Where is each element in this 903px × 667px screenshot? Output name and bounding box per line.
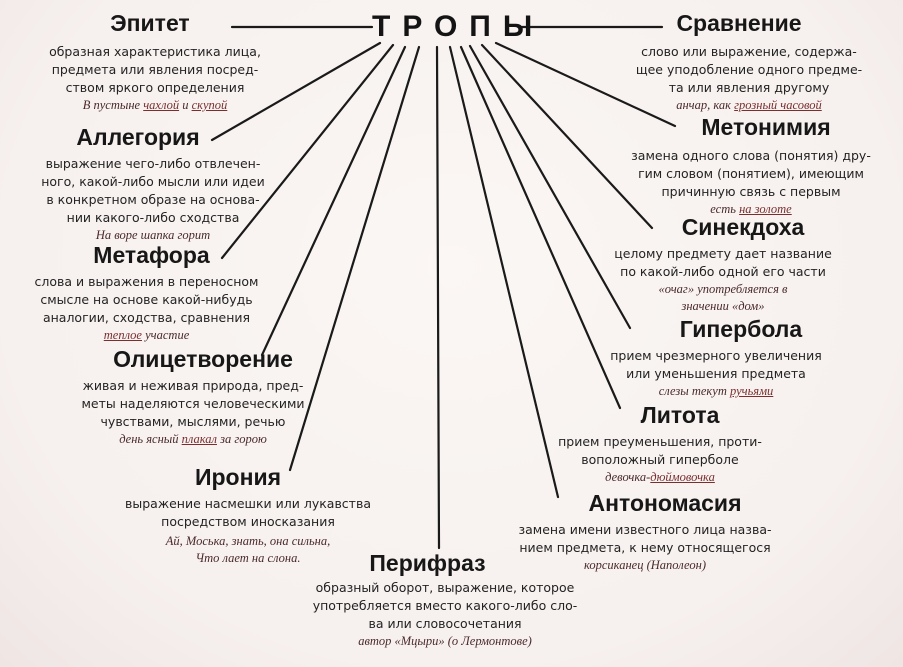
- example-periphrasis: автор «Мцыри» (о Лермонтове): [358, 634, 532, 648]
- term-antonomasia: Антономасия: [588, 490, 742, 516]
- def-metaphor: слова и выражения в переносном смысле на основе какой-нибудь аналогии, сходства, сравнения: [34, 274, 259, 325]
- term-hyperbole: Гипербола: [679, 316, 803, 342]
- def-litotes: прием преуменьшения, проти- воположный гиперболе: [558, 434, 762, 467]
- def-periphrasis: образный оборот, выражение, которое употребляется вместо какого-либо сло- ва или словосочетания: [312, 580, 578, 631]
- node-metaphor: [14, 242, 279, 344]
- node-allegory: [28, 124, 278, 244]
- def-hyperbole: прием чрезмерного увеличения или уменьшения предмета: [610, 348, 822, 381]
- term-personification: Олицетворение: [113, 346, 293, 372]
- term-irony: Ирония: [194, 464, 282, 490]
- example-hyperbole: слезы текут ручьями: [658, 384, 774, 398]
- connector-personification: [262, 47, 405, 355]
- node-antonomasia: [500, 490, 790, 574]
- example-epithet: В пустыне чахлой и скупой: [82, 98, 228, 112]
- def-allegory: выражение чего-либо отвлечен- ного, какой-либо мысли или идеи в конкретном образе на основа- нии какого-либо сходства: [41, 156, 265, 225]
- def-synecdoche: целому предмету дает название по какой-либо одной его части: [614, 246, 832, 279]
- def-epithet: образная характеристика лица, предмета или явления посред- ством яркого определения: [49, 44, 261, 95]
- example-comparison: анчар, как грозный часовой: [676, 98, 822, 112]
- diagram-title: ТРОПЫ: [372, 10, 545, 43]
- example-litotes: девочка-дюймовочка: [605, 470, 715, 484]
- term-metaphor: Метафора: [93, 242, 210, 268]
- node-personification: [68, 346, 318, 448]
- term-synecdoche: Синекдоха: [681, 214, 805, 240]
- def-comparison: слово или выражение, содержа- щее уподобление одного предме- та или явления другому: [635, 44, 863, 95]
- example-irony: Ай, Моська, знать, она сильна, Что лает на слона.: [165, 534, 331, 565]
- example-personification: день ясный плакал за горою: [119, 432, 267, 446]
- term-periphrasis: Перифраз: [369, 550, 486, 576]
- example-synecdoche: «очаг» употребляется в значении «дом»: [658, 282, 788, 313]
- term-allegory: Аллегория: [76, 124, 200, 150]
- term-comparison: Сравнение: [676, 10, 802, 36]
- term-litotes: Литота: [640, 402, 720, 428]
- node-litotes: [540, 402, 780, 486]
- connector-periphrasis: [437, 47, 439, 548]
- example-metonymy: есть на золоте: [710, 202, 792, 216]
- node-hyperbole: [596, 316, 836, 400]
- node-metonymy: [620, 114, 882, 218]
- def-irony: выражение насмешки или лукавства посредством иносказания: [124, 496, 371, 529]
- node-synecdoche: [598, 214, 848, 315]
- def-metonymy: замена одного слова (понятия) дру- гим словом (понятием), имеющим причинную связь с первым: [631, 148, 871, 199]
- term-epithet: Эпитет: [110, 10, 190, 36]
- example-metaphor: теплое участие: [103, 328, 190, 342]
- node-epithet: [30, 10, 280, 114]
- def-personification: живая и неживая природа, пред- меты наделяются человеческими чувствами, мыслями, речью: [81, 378, 305, 429]
- def-antonomasia: замена имени известного лица назва- нием предмета, к нему относящегося: [518, 522, 772, 555]
- term-metonymy: Метонимия: [701, 114, 831, 140]
- example-allegory: На воре шапка горит: [95, 228, 211, 242]
- node-comparison: [620, 10, 878, 114]
- example-antonomasia: корсиканец (Наполеон): [584, 558, 706, 572]
